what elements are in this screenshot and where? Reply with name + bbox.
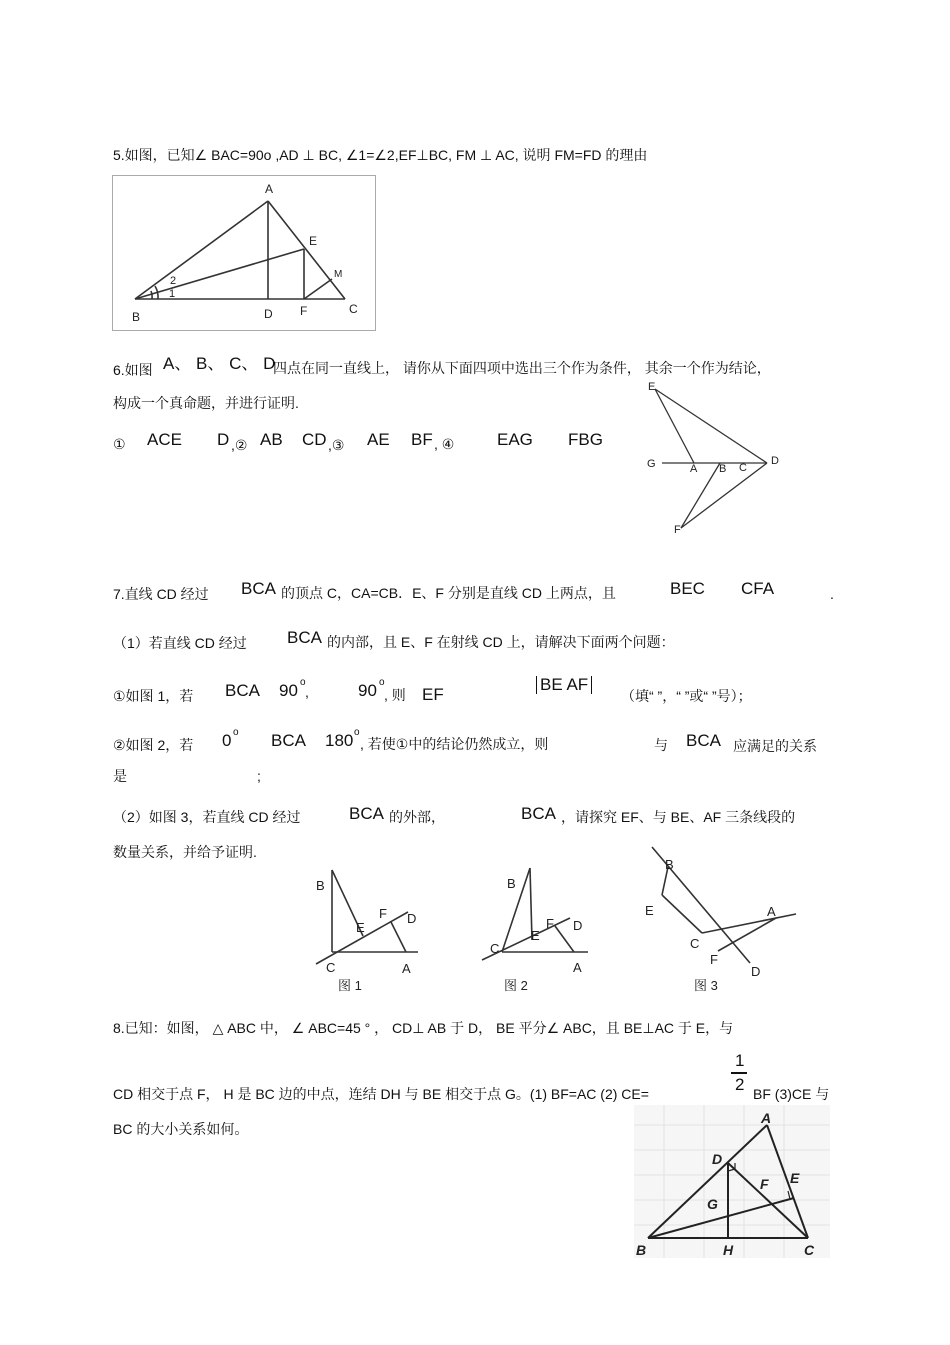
q7-l1-a: 7.直线 CD 经过 — [113, 586, 209, 602]
q7-l4-180: 180 — [325, 731, 354, 750]
q7-l3-deg2-sup: o — [379, 677, 385, 688]
q7-l3-angle: BCA — [225, 681, 260, 700]
q7-l3-a: ①如图 1，若 — [113, 688, 194, 704]
q7-f3-c: C — [690, 936, 700, 951]
q8-frac-num: 1 — [735, 1051, 745, 1070]
q7-f3-a: A — [767, 904, 776, 919]
q8-label-c: C — [804, 1242, 815, 1258]
q6-cond1-a: ACE — [147, 430, 182, 449]
q7-f2-f: F — [546, 916, 554, 931]
q6-cond4-a: EAG — [497, 430, 533, 449]
q7-l2-c: 的内部，且 E、F 在射线 CD 上，请解决下面两个问题： — [327, 634, 675, 650]
q6-cond3-b: BF — [411, 430, 433, 449]
q6-intro: 6.如图 — [113, 362, 153, 378]
q7-f3-caption: 图 3 — [694, 978, 718, 993]
q5-label-f: F — [300, 304, 308, 318]
q7-f2-c: C — [490, 941, 500, 956]
q7-l3-deg2: 90 — [358, 681, 377, 700]
q7-l5-semicolon: ; — [257, 768, 261, 784]
q6-cond2-a: AB — [260, 430, 283, 449]
q7-figure-2 — [478, 860, 598, 995]
q7-l3-abs: BE AF — [536, 676, 592, 694]
q8-label-e: E — [790, 1170, 800, 1186]
q5-label-c: C — [349, 302, 358, 316]
q6-figure — [640, 375, 790, 540]
q7-l1-bec: BEC — [670, 579, 705, 598]
q8-line1: 8.已知：如图， △ ABC 中， ∠ ABC=45 ° ， CD⊥ AB 于 D， BE 平分∠ ABC，且 BE⊥AC 于 E，与 — [113, 1020, 734, 1036]
q7-figure-1 — [310, 860, 430, 995]
q8-frac-den: 2 — [735, 1075, 745, 1094]
q7-f3-d: D — [751, 964, 761, 979]
q8-frac-bar — [731, 1072, 747, 1074]
q7-l4-zero-sup: o — [233, 727, 239, 738]
q7-l6-c: 的外部， — [389, 809, 445, 825]
q6-cond4-mark: , ④ — [434, 436, 455, 452]
q6-label-e: E — [648, 381, 656, 393]
q8-label-b: B — [636, 1242, 647, 1258]
q5-label-m: M — [334, 269, 343, 280]
q7-l6-angle2: BCA — [521, 804, 556, 823]
q6-cond3-mark: ,③ — [328, 437, 345, 453]
q7-f2-b: B — [507, 876, 516, 891]
q8-line2-a: CD 相交于点 F， H 是 BC 边的中点，连结 DH 与 BE 相交于点 G。(1) BF=AC (2) CE= — [113, 1086, 649, 1102]
q6-cond1-b: D — [217, 430, 230, 449]
q7-f1-b: B — [316, 878, 325, 893]
q7-l3-then: , 则 — [384, 687, 406, 703]
q7-figure-3 — [640, 845, 805, 995]
q7-l1-c: 的顶点 C，CA=CB．E、F 分别是直线 CD 上两点，且 — [281, 585, 616, 601]
q8-line2-b: BF (3)CE 与 — [753, 1086, 830, 1102]
q7-l2-a: （1）若直线 CD 经过 — [113, 635, 247, 651]
q7-l3-deg1: 90 — [279, 681, 298, 700]
q7-l7: 数量关系，并给予证明. — [113, 844, 257, 860]
q7-l4-a: ②如图 2，若 — [113, 737, 194, 753]
q6-cond1-mark: ① — [113, 436, 126, 452]
q7-f1-d: D — [407, 911, 417, 926]
q7-f3-e: E — [645, 903, 654, 918]
q7-f1-f: F — [379, 906, 387, 921]
q6-cond4-b: FBG — [568, 430, 603, 449]
q6-line2: 构成一个真命题，并进行证明. — [113, 395, 299, 411]
q7-f2-d: D — [573, 918, 583, 933]
q7-f2-e: E — [531, 928, 540, 943]
q5-label-d: D — [264, 307, 273, 321]
q7-l3-ef: EF — [422, 685, 444, 704]
q7-l3-comma: , — [305, 684, 309, 700]
q6-points: A、 B、 C、 D — [163, 354, 276, 373]
q6-cond2-b: CD — [302, 430, 327, 449]
q7-f1-e: E — [356, 920, 365, 935]
q7-l4-j: 应满足的关系 — [733, 738, 817, 754]
q7-l4-g: , 若使①中的结论仍然成立，则 — [360, 736, 549, 752]
q5-label-2: 2 — [170, 275, 177, 287]
q5-label-e: E — [309, 234, 318, 248]
q6-label-g: G — [647, 458, 656, 470]
q8-label-h: H — [723, 1242, 734, 1258]
q6-cond3-a: AE — [367, 430, 390, 449]
q5-label-1: 1 — [169, 288, 176, 300]
q7-l1-angle: BCA — [241, 579, 276, 598]
q5-text: 5.如图，已知∠ BAC=90o ,AD ⊥ BC, ∠1=∠2,EF⊥BC, FM ⊥ AC, 说明 FM=FD 的理由 — [113, 147, 648, 163]
q7-l4-zero: 0 — [222, 731, 232, 750]
q7-l4-and: 与 — [654, 737, 668, 753]
q7-f2-caption: 图 2 — [504, 978, 528, 993]
q8-figure — [634, 1105, 830, 1258]
q7-l6-a: （2）如图 3，若直线 CD 经过 — [113, 809, 301, 825]
q7-l1-cfa: CFA — [741, 579, 775, 598]
q8-line3: BC 的大小关系如何。 — [113, 1121, 249, 1137]
q8-label-g: G — [707, 1196, 718, 1212]
q6-label-b: B — [719, 463, 727, 475]
q6-label-c: C — [739, 462, 747, 474]
q7-f3-f: F — [710, 952, 718, 967]
q7-l3-deg1-sup: o — [300, 677, 306, 688]
q7-l2-angle: BCA — [287, 628, 322, 647]
q6-label-f: F — [674, 524, 681, 536]
q6-label-a: A — [690, 463, 698, 475]
q7-f2-a: A — [573, 960, 582, 975]
q7-l4-angle2: BCA — [686, 731, 721, 750]
q8-label-a: A — [761, 1110, 772, 1126]
q7-l4-180-sup: o — [354, 727, 360, 738]
q7-f1-caption: 图 1 — [338, 978, 362, 993]
q7-l1-period: . — [830, 586, 834, 602]
q5-label-a: A — [265, 182, 274, 196]
q7-l6-angle: BCA — [349, 804, 384, 823]
q7-f1-c: C — [326, 960, 336, 975]
q6-intro-rest: 四点在同一直线上， 请你从下面四项中选出三个作为条件， 其余一个作为结论， — [273, 360, 771, 376]
q6-label-d: D — [771, 455, 779, 467]
q7-l3-fill: （填“ ”，“ ”或“ ”号）； — [621, 688, 752, 704]
q6-cond2-mark: ,② — [231, 437, 248, 453]
q7-l6-e: ，请探究 EF、与 BE、AF 三条线段的 — [561, 809, 796, 825]
q5-figure — [112, 175, 376, 331]
q7-l5-is: 是 — [113, 768, 127, 784]
q8-label-d: D — [712, 1151, 723, 1167]
q7-f1-a: A — [402, 961, 411, 976]
q8-label-f: F — [760, 1176, 769, 1192]
q7-f3-b: B — [665, 857, 674, 872]
q5-label-b: B — [132, 310, 141, 324]
q7-l4-angle: BCA — [271, 731, 306, 750]
